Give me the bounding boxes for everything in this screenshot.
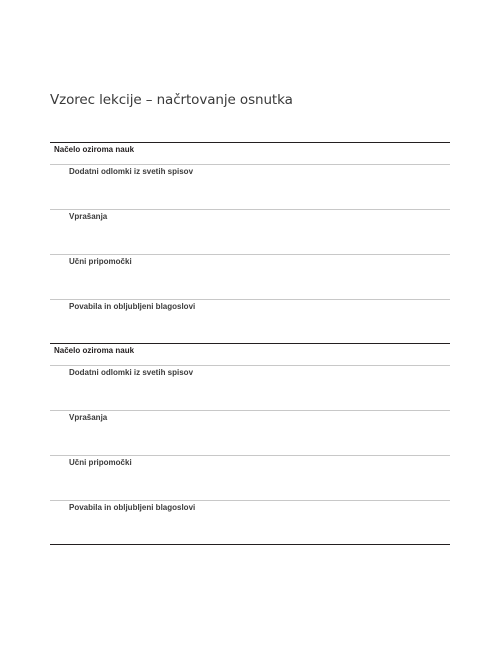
section-1-principle-label: Načelo oziroma nauk: [54, 145, 135, 154]
section-1-rule-questions: [50, 209, 450, 210]
section-2-rule-questions: [50, 410, 450, 411]
section-2-rule-invitations: [50, 500, 450, 501]
section-1-rule-invitations: [50, 299, 450, 300]
section-1-label-invitations: Povabila in obljubljeni blagoslovi: [69, 302, 196, 311]
section-1-label-questions: Vprašanja: [69, 212, 108, 221]
section-2-rule-scriptures: [50, 365, 450, 366]
page-title: Vzorec lekcije – načrtovanje osnutka: [50, 92, 293, 108]
section-2-label-aids: Učni pripomočki: [69, 458, 132, 467]
section-2-bottom-rule: [50, 544, 450, 545]
section-2-rule-aids: [50, 455, 450, 456]
section-2-label-scriptures: Dodatni odlomki iz svetih spisov: [69, 368, 194, 377]
section-1-label-aids: Učni pripomočki: [69, 257, 132, 266]
section-2-top-rule: [50, 343, 450, 344]
section-1-label-scriptures: Dodatni odlomki iz svetih spisov: [69, 167, 194, 176]
section-1-top-rule: [50, 142, 450, 143]
section-1-rule-aids: [50, 254, 450, 255]
section-2-label-questions: Vprašanja: [69, 413, 108, 422]
section-2-principle-label: Načelo oziroma nauk: [54, 346, 135, 355]
section-1-rule-scriptures: [50, 164, 450, 165]
section-2-label-invitations: Povabila in obljubljeni blagoslovi: [69, 503, 196, 512]
